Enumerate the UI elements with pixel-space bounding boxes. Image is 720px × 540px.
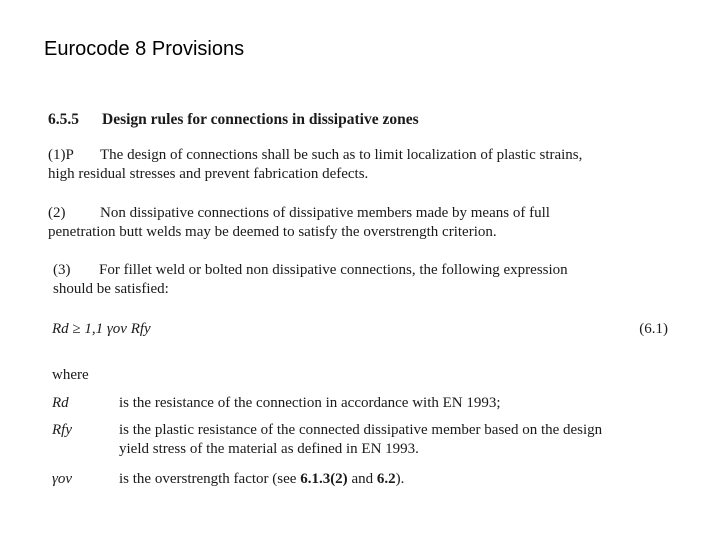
where-label: where <box>52 367 89 383</box>
definition-text <box>119 421 672 459</box>
section-title: Design rules for connections in dissipative zones <box>102 111 419 128</box>
paragraph-line: For fillet weld or bolted non dissipative connections, the following expression <box>99 262 568 278</box>
section-number: 6.5.5 <box>48 111 79 128</box>
definition-line: is the plastic resistance of the connected dissipative member based on the design <box>119 422 603 438</box>
paragraph-line: The design of connections shall be such as to limit localization of plastic strains, <box>100 147 583 163</box>
paragraph-number: (1)P <box>48 147 74 163</box>
slide-title: Eurocode 8 Provisions <box>44 38 245 60</box>
equation-number: (6.1) <box>639 321 668 337</box>
equation-expression: Rd ≥ 1,1 γov Rfy <box>52 321 151 337</box>
clause-reference: 6.2 <box>376 471 396 487</box>
definition-symbol: Rd <box>52 395 69 411</box>
paragraph-line: Non dissipative connections of dissipative members made by means of full <box>100 205 550 221</box>
paragraph-line: penetration butt welds may be deemed to satisfy the overstrength criterion. <box>48 224 497 240</box>
paragraph-line: high residual stresses and prevent fabrication defects. <box>48 166 369 182</box>
equation-6-1 <box>52 320 668 339</box>
section-heading <box>48 110 668 129</box>
paragraph-1 <box>48 146 660 184</box>
paragraph-3 <box>53 261 663 299</box>
definition-symbol: Rfy <box>52 422 72 438</box>
definition-rd <box>52 394 672 413</box>
definition-gamma-ov <box>52 470 672 489</box>
clause-reference: 6.1.3(2) <box>300 471 348 487</box>
paragraph-number: (2) <box>48 205 66 221</box>
definition-symbol: γov <box>52 471 73 487</box>
definition-rfy <box>52 421 672 459</box>
definition-text: is the overstrength factor (see 6.1.3(2) and 6.2). <box>119 471 405 487</box>
paragraph-2 <box>48 204 660 242</box>
paragraph-number: (3) <box>53 262 71 278</box>
definition-line: yield stress of the material as defined in EN 1993. <box>119 441 419 457</box>
definition-text: is the resistance of the connection in accordance with EN 1993; <box>119 395 501 411</box>
paragraph-line: should be satisfied: <box>53 281 169 297</box>
